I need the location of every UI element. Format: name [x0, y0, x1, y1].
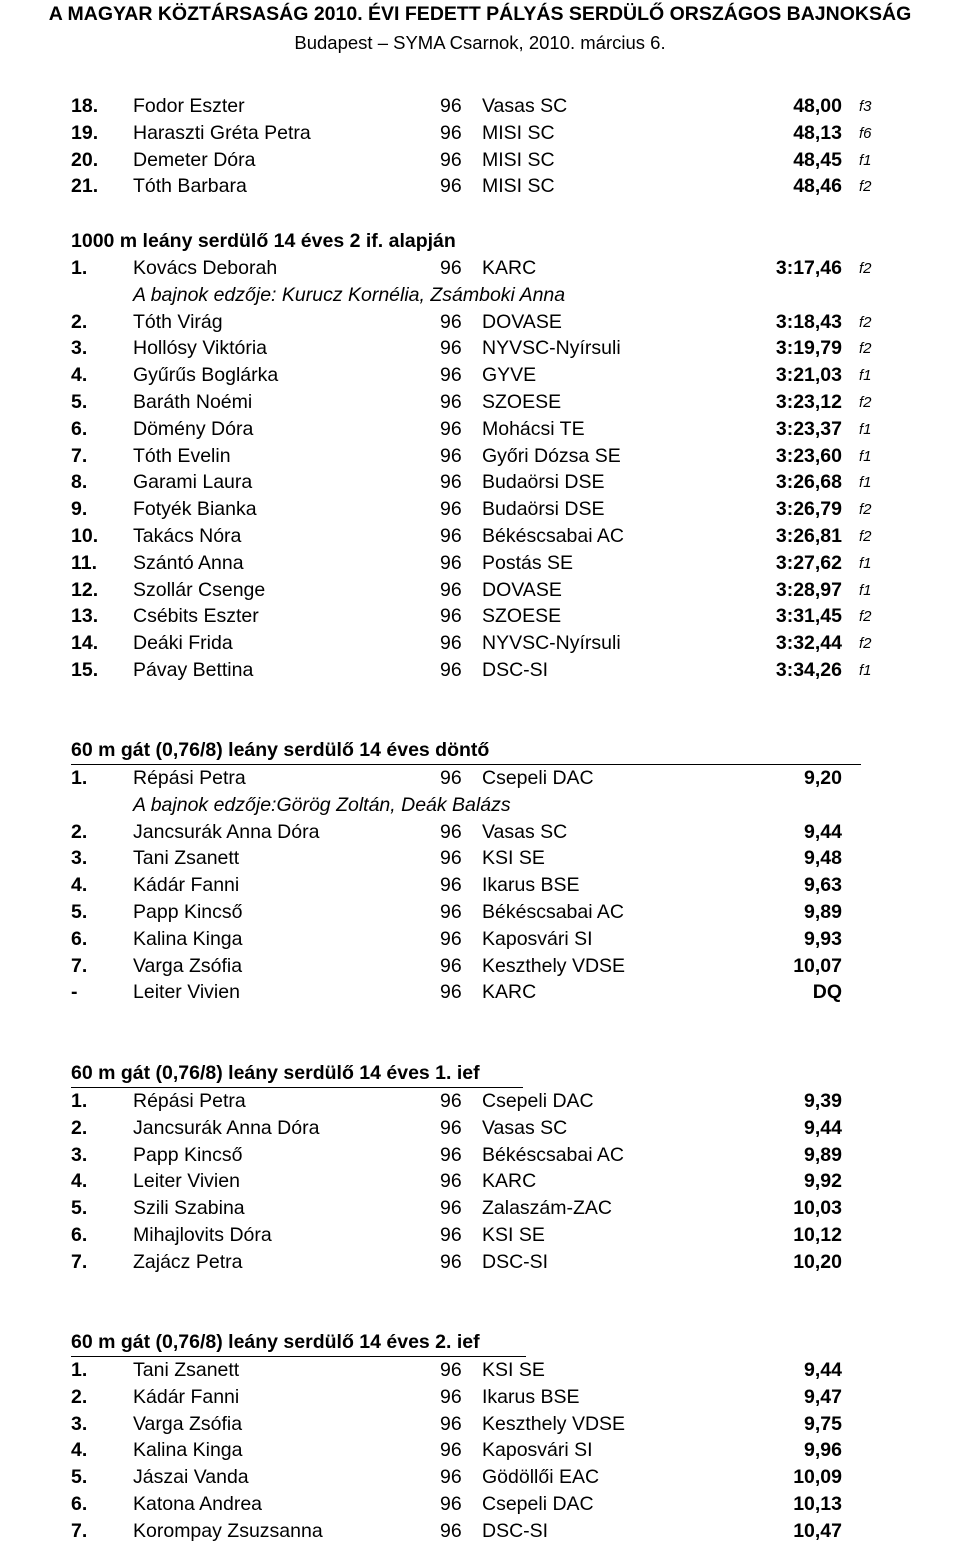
result-cell: 9,75	[804, 1412, 842, 1435]
club-cell: DOVASE	[482, 310, 562, 333]
result-cell: 3:26,79	[775, 498, 842, 521]
rank-cell: 5.	[71, 901, 88, 923]
birth-year-cell: 96	[440, 847, 462, 870]
result-cell: 48,13	[793, 121, 842, 144]
rank-cell: 1.	[71, 1090, 88, 1112]
rank-cell: 21.	[71, 175, 99, 198]
birth-year-cell: 96	[440, 767, 462, 789]
birth-year-cell: 96	[440, 121, 462, 144]
athlete-name-cell: Haraszti Gréta Petra	[133, 121, 311, 144]
heat-cell: f3	[859, 98, 872, 115]
result-cell: 3:21,03	[775, 364, 842, 387]
coach-note-row	[0, 282, 960, 309]
result-row	[0, 845, 960, 872]
result-cell: 10,03	[793, 1197, 842, 1220]
result-cell: 9,92	[804, 1170, 842, 1193]
result-row	[0, 979, 960, 1006]
club-cell: Békéscsabai AC	[482, 901, 624, 923]
result-row	[0, 389, 960, 416]
result-row	[0, 603, 960, 630]
athlete-name-cell: Szántó Anna	[133, 551, 244, 574]
athlete-name-cell: Baráth Noémi	[133, 391, 253, 413]
athlete-name-cell: Jancsurák Anna Dóra	[133, 820, 320, 843]
club-cell: Kaposvári SI	[482, 927, 593, 950]
rank-cell: 8.	[71, 471, 88, 494]
result-row	[0, 872, 960, 899]
birth-year-cell: 96	[440, 1412, 462, 1435]
rank-cell: 5.	[71, 391, 88, 413]
result-cell: 3:18,43	[775, 310, 842, 333]
club-cell: DOVASE	[482, 578, 562, 601]
rank-cell: 1.	[71, 767, 88, 789]
athlete-name-cell: Papp Kincső	[133, 901, 243, 923]
birth-year-cell: 96	[440, 1250, 462, 1273]
result-row	[0, 1249, 960, 1276]
birth-year-cell: 96	[440, 498, 462, 521]
club-cell: DSC-SI	[482, 1519, 549, 1542]
athlete-name-cell: Kalina Kinga	[133, 1439, 243, 1462]
club-cell: KSI SE	[482, 1359, 545, 1381]
heat-cell: f2	[859, 178, 872, 196]
result-cell: 9,44	[804, 1116, 842, 1139]
rank-cell: 14.	[71, 632, 99, 655]
athlete-name-cell: Szili Szabina	[133, 1197, 245, 1220]
athlete-name-cell: Csébits Eszter	[133, 605, 259, 628]
athlete-name-cell: Gyűrűs Boglárka	[133, 364, 279, 387]
result-cell: 3:34,26	[775, 659, 842, 681]
rank-cell: 6.	[71, 1493, 88, 1515]
result-row	[0, 953, 960, 980]
birth-year-cell: 96	[440, 981, 462, 1004]
rank-cell: 12.	[71, 578, 99, 601]
coach-note-row	[0, 792, 960, 819]
rank-cell: 2.	[71, 1385, 88, 1408]
result-cell: 9,93	[804, 927, 842, 950]
rank-cell: 20.	[71, 148, 99, 171]
birth-year-cell: 96	[440, 901, 462, 923]
athlete-name-cell: Répási Petra	[133, 1090, 246, 1112]
rank-cell: 11.	[71, 551, 98, 574]
rank-cell: 13.	[71, 605, 99, 628]
club-cell: Budaörsi DSE	[482, 498, 605, 521]
athlete-name-cell: Demeter Dóra	[133, 148, 256, 171]
birth-year-cell: 96	[440, 954, 462, 977]
birth-year-cell: 96	[440, 525, 462, 547]
athlete-name-cell: Takács Nóra	[133, 525, 242, 547]
heat-cell: f1	[859, 662, 872, 679]
birth-year-cell: 96	[440, 337, 462, 360]
rank-cell: 7.	[71, 444, 88, 467]
result-row	[0, 1357, 960, 1384]
result-cell: 48,00	[793, 95, 842, 117]
coach-note: A bajnok edzője:Görög Zoltán, Deák Balázs	[133, 793, 511, 816]
result-cell: 9,48	[804, 847, 842, 870]
athlete-name-cell: Kádár Fanni	[133, 1385, 240, 1408]
result-cell: 3:26,68	[775, 471, 842, 494]
result-row	[0, 577, 960, 604]
result-cell: 10,13	[793, 1493, 842, 1515]
heat-cell: f1	[859, 151, 872, 169]
heat-cell: f6	[859, 124, 872, 142]
athlete-name-cell: Leiter Vivien	[133, 1170, 240, 1193]
club-cell: Vasas SC	[482, 820, 568, 843]
birth-year-cell: 96	[440, 257, 462, 279]
result-cell: 3:28,97	[775, 578, 842, 601]
result-row	[0, 469, 960, 496]
club-cell: Győri Dózsa SE	[482, 444, 621, 467]
club-cell: Ikarus BSE	[482, 1385, 580, 1408]
rank-cell: 2.	[71, 820, 88, 843]
birth-year-cell: 96	[440, 578, 462, 601]
rank-cell: 9.	[71, 498, 88, 521]
result-row	[0, 1491, 960, 1518]
result-cell: 10,47	[793, 1519, 842, 1542]
result-row	[0, 630, 960, 657]
rank-cell: 7.	[71, 954, 88, 977]
athlete-name-cell: Katona Andrea	[133, 1493, 263, 1515]
athlete-name-cell: Fotyék Bianka	[133, 498, 257, 521]
rank-cell: 6.	[71, 927, 88, 950]
heat-cell: f1	[859, 554, 872, 572]
rank-cell: 7.	[71, 1250, 88, 1273]
result-cell: 10,07	[793, 954, 842, 977]
birth-year-cell: 96	[440, 927, 462, 950]
result-row	[0, 926, 960, 953]
athlete-name-cell: Jászai Vanda	[133, 1466, 249, 1489]
athlete-name-cell: Kalina Kinga	[133, 927, 243, 950]
club-cell: DSC-SI	[482, 1250, 549, 1273]
result-row	[0, 765, 960, 792]
club-cell: Keszthely VDSE	[482, 1412, 626, 1435]
result-cell: 9,63	[804, 874, 842, 897]
document-title: A MAGYAR KÖZTÁRSASÁG 2010. ÉVI FEDETT PÁLYÁS SERDÜLŐ ORSZÁGOS BAJNOKSÁG	[48, 3, 912, 25]
result-cell: 9,44	[804, 1359, 842, 1381]
result-row	[0, 1115, 960, 1142]
result-row	[0, 1437, 960, 1464]
club-cell: Kaposvári SI	[482, 1439, 593, 1462]
birth-year-cell: 96	[440, 605, 462, 628]
result-cell: 9,47	[804, 1385, 842, 1408]
result-row	[0, 1411, 960, 1438]
birth-year-cell: 96	[440, 551, 462, 574]
athlete-name-cell: Jancsurák Anna Dóra	[133, 1116, 320, 1139]
club-cell: NYVSC-Nyírsuli	[482, 337, 621, 360]
club-cell: Csepeli DAC	[482, 767, 594, 789]
birth-year-cell: 96	[440, 1439, 462, 1462]
event-title: 60 m gát (0,76/8) leány serdülő 14 éves döntő	[71, 739, 490, 761]
rank-cell: 6.	[71, 417, 88, 440]
athlete-name-cell: Tóth Barbara	[133, 175, 247, 198]
rank-cell: 6.	[71, 1224, 88, 1246]
result-row	[0, 1518, 960, 1545]
birth-year-cell: 96	[440, 444, 462, 467]
result-row	[0, 550, 960, 577]
result-row	[0, 899, 960, 926]
heat-cell: f2	[859, 501, 872, 519]
result-row	[0, 335, 960, 362]
club-cell: Budaörsi DSE	[482, 471, 605, 494]
result-row	[0, 1222, 960, 1249]
rank-cell: 10.	[71, 525, 99, 547]
athlete-name-cell: Papp Kincső	[133, 1143, 243, 1166]
birth-year-cell: 96	[440, 364, 462, 387]
result-row	[0, 416, 960, 443]
result-cell: 3:23,12	[775, 391, 842, 413]
result-cell: 10,09	[793, 1466, 842, 1489]
athlete-name-cell: Tóth Virág	[133, 310, 223, 333]
birth-year-cell: 96	[440, 1519, 462, 1542]
rank-cell: 5.	[71, 1466, 88, 1489]
rank-cell: 7.	[71, 1519, 88, 1542]
rank-cell: -	[71, 981, 78, 1004]
rank-cell: 4.	[71, 1170, 88, 1193]
club-cell: Vasas SC	[482, 1116, 568, 1139]
rank-cell: 1.	[71, 1359, 88, 1381]
athlete-name-cell: Korompay Zsuzsanna	[133, 1519, 323, 1542]
rank-cell: 3.	[71, 847, 88, 870]
result-cell: 10,20	[793, 1250, 842, 1273]
heat-cell: f2	[859, 608, 872, 626]
club-cell: Vasas SC	[482, 95, 568, 117]
athlete-name-cell: Varga Zsófia	[133, 1412, 243, 1435]
birth-year-cell: 96	[440, 820, 462, 843]
athlete-name-cell: Kovács Deborah	[133, 257, 278, 279]
heat-cell: f2	[859, 635, 872, 653]
event-title: 60 m gát (0,76/8) leány serdülő 14 éves 1. ief	[71, 1062, 480, 1084]
result-row	[0, 255, 960, 282]
result-row	[0, 1384, 960, 1411]
result-row	[0, 523, 960, 550]
result-cell: 48,46	[793, 175, 842, 198]
birth-year-cell: 96	[440, 1170, 462, 1193]
result-cell: 3:17,46	[775, 257, 842, 279]
result-row	[0, 657, 960, 684]
result-cell: 3:23,37	[775, 417, 842, 440]
club-cell: MISI SC	[482, 148, 555, 171]
club-cell: KSI SE	[482, 1224, 545, 1246]
club-cell: DSC-SI	[482, 659, 549, 681]
result-row	[0, 120, 960, 147]
club-cell: Postás SE	[482, 551, 574, 574]
result-row	[0, 496, 960, 523]
result-row	[0, 93, 960, 120]
birth-year-cell: 96	[440, 1359, 462, 1381]
event-title: 60 m gát (0,76/8) leány serdülő 14 éves 2. ief	[71, 1331, 480, 1353]
result-cell: 9,44	[804, 820, 842, 843]
result-cell: 3:32,44	[775, 632, 842, 655]
club-cell: Ikarus BSE	[482, 874, 580, 897]
birth-year-cell: 96	[440, 874, 462, 897]
rank-cell: 4.	[71, 1439, 88, 1462]
result-cell: 9,96	[804, 1439, 842, 1462]
result-cell: 3:27,62	[775, 551, 842, 574]
birth-year-cell: 96	[440, 417, 462, 440]
birth-year-cell: 96	[440, 1116, 462, 1139]
rank-cell: 2.	[71, 1116, 88, 1139]
athlete-name-cell: Deáki Frida	[133, 632, 233, 655]
birth-year-cell: 96	[440, 632, 462, 655]
athlete-name-cell: Répási Petra	[133, 767, 246, 789]
rank-cell: 3.	[71, 1143, 88, 1166]
club-cell: Békéscsabai AC	[482, 1143, 624, 1166]
athlete-name-cell: Zajácz Petra	[133, 1250, 243, 1273]
athlete-name-cell: Pávay Bettina	[133, 659, 254, 681]
event-title: 1000 m leány serdülő 14 éves 2 if. alapján	[71, 230, 456, 252]
club-cell: Keszthely VDSE	[482, 954, 626, 977]
birth-year-cell: 96	[440, 1197, 462, 1220]
result-row	[0, 309, 960, 336]
heat-cell: f2	[859, 313, 872, 331]
birth-year-cell: 96	[440, 1385, 462, 1408]
result-cell: 3:26,81	[775, 525, 842, 547]
heat-cell: f2	[859, 394, 872, 411]
birth-year-cell: 96	[440, 310, 462, 333]
birth-year-cell: 96	[440, 659, 462, 681]
rank-cell: 4.	[71, 364, 88, 387]
athlete-name-cell: Leiter Vivien	[133, 981, 240, 1004]
heat-cell: f1	[859, 581, 872, 599]
athlete-name-cell: Varga Zsófia	[133, 954, 243, 977]
birth-year-cell: 96	[440, 148, 462, 171]
club-cell: Csepeli DAC	[482, 1493, 594, 1515]
result-cell: 3:31,45	[775, 605, 842, 628]
heat-cell: f2	[859, 260, 872, 277]
club-cell: KARC	[482, 257, 537, 279]
club-cell: Zalaszám-ZAC	[482, 1197, 613, 1220]
athlete-name-cell: Hollósy Viktória	[133, 337, 268, 360]
club-cell: GYVE	[482, 364, 537, 387]
athlete-name-cell: Tóth Evelin	[133, 444, 231, 467]
athlete-name-cell: Fodor Eszter	[133, 95, 245, 117]
result-row	[0, 443, 960, 470]
result-row	[0, 173, 960, 200]
birth-year-cell: 96	[440, 471, 462, 494]
birth-year-cell: 96	[440, 1090, 462, 1112]
result-row	[0, 362, 960, 389]
birth-year-cell: 96	[440, 175, 462, 198]
result-row	[0, 819, 960, 846]
rank-cell: 1.	[71, 257, 88, 279]
birth-year-cell: 96	[440, 1466, 462, 1489]
athlete-name-cell: Dömény Dóra	[133, 417, 254, 440]
result-cell: 3:23,60	[775, 444, 842, 467]
club-cell: Békéscsabai AC	[482, 525, 624, 547]
heat-cell: f2	[859, 528, 872, 545]
result-row	[0, 1464, 960, 1491]
club-cell: Gödöllői EAC	[482, 1466, 600, 1489]
result-cell: 9,89	[804, 901, 842, 923]
heat-cell: f1	[859, 447, 872, 465]
rank-cell: 3.	[71, 337, 88, 360]
athlete-name-cell: Tani Zsanett	[133, 847, 240, 870]
result-cell: 10,12	[793, 1224, 842, 1246]
club-cell: MISI SC	[482, 121, 555, 144]
heat-cell: f1	[859, 420, 872, 438]
club-cell: KARC	[482, 1170, 537, 1193]
rank-cell: 18.	[71, 95, 99, 117]
club-cell: MISI SC	[482, 175, 555, 198]
result-cell: 9,20	[804, 767, 842, 789]
birth-year-cell: 96	[440, 1224, 462, 1246]
rank-cell: 3.	[71, 1412, 88, 1435]
club-cell: SZOESE	[482, 391, 562, 413]
result-cell: 3:19,79	[775, 337, 842, 360]
club-cell: SZOESE	[482, 605, 562, 628]
result-cell: DQ	[812, 981, 842, 1004]
rank-cell: 15.	[71, 659, 99, 681]
club-cell: KSI SE	[482, 847, 545, 870]
athlete-name-cell: Szollár Csenge	[133, 578, 266, 601]
rank-cell: 4.	[71, 874, 88, 897]
result-row	[0, 147, 960, 174]
result-cell: 9,39	[804, 1090, 842, 1112]
rank-cell: 2.	[71, 310, 88, 333]
club-cell: Csepeli DAC	[482, 1090, 594, 1112]
rank-cell: 5.	[71, 1197, 88, 1220]
rank-cell: 19.	[71, 121, 99, 144]
heat-cell: f1	[859, 474, 872, 492]
result-row	[0, 1168, 960, 1195]
result-row	[0, 1195, 960, 1222]
birth-year-cell: 96	[440, 1493, 462, 1515]
birth-year-cell: 96	[440, 95, 462, 117]
athlete-name-cell: Tani Zsanett	[133, 1359, 240, 1381]
result-row	[0, 1142, 960, 1169]
athlete-name-cell: Mihajlovits Dóra	[133, 1224, 272, 1246]
heat-cell: f2	[859, 340, 872, 358]
club-cell: Mohácsi TE	[482, 417, 585, 440]
athlete-name-cell: Kádár Fanni	[133, 874, 240, 897]
result-cell: 48,45	[793, 148, 842, 171]
birth-year-cell: 96	[440, 1143, 462, 1166]
club-cell: KARC	[482, 981, 537, 1004]
result-row	[0, 1088, 960, 1115]
heat-cell: f1	[859, 367, 872, 385]
athlete-name-cell: Garami Laura	[133, 471, 253, 494]
coach-note: A bajnok edzője: Kurucz Kornélia, Zsámboki Anna	[133, 283, 566, 306]
document-subtitle: Budapest – SYMA Csarnok, 2010. március 6.	[294, 32, 666, 53]
club-cell: NYVSC-Nyírsuli	[482, 632, 621, 655]
birth-year-cell: 96	[440, 391, 462, 413]
result-cell: 9,89	[804, 1143, 842, 1166]
